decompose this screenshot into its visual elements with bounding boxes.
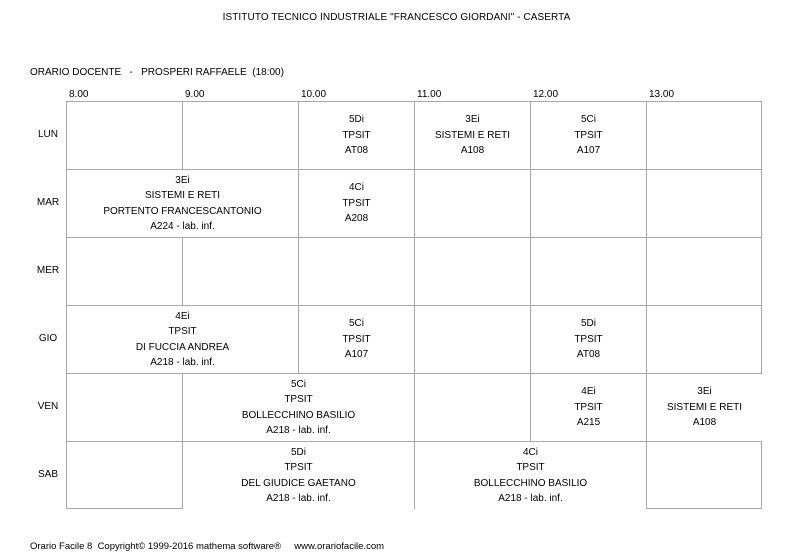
lesson-line: A108 (692, 417, 717, 429)
grid-row-divider (67, 441, 761, 442)
lesson-line: DI FUCCIA ANDREA (135, 341, 230, 353)
timetable-grid (66, 101, 762, 509)
lesson-line: A208 (344, 213, 369, 225)
lesson-line: 5Ci (348, 318, 364, 330)
lesson-line: A107 (344, 349, 369, 361)
lesson-line: AT08 (344, 145, 369, 157)
lesson-line: 5Di (290, 446, 306, 458)
lesson-cell (67, 170, 298, 237)
lesson-line: A218 - lab. inf. (266, 493, 331, 504)
day-label: MAR (36, 197, 60, 208)
lesson-line: TPSIT (516, 462, 545, 473)
lesson-cell (183, 374, 414, 441)
lesson-line: 4Ci (348, 182, 364, 194)
lesson-line: 5Ci (290, 378, 306, 390)
grid-row-divider (67, 237, 761, 238)
day-label: SAB (37, 469, 58, 480)
lesson-cell (299, 102, 414, 169)
lesson-line: 3Ei (465, 114, 480, 126)
footer-copyright: Orario Facile 8 Copyright© 1999-2016 mathema software® www.orariofacile.com (30, 541, 385, 552)
lesson-line: A215 (576, 417, 601, 429)
lesson-line: A108 (460, 145, 485, 157)
lesson-line: 5Ci (580, 114, 596, 126)
lesson-line: TPSIT (284, 462, 313, 473)
hour-label: 11.00 (417, 89, 442, 100)
lesson-line: TPSIT (342, 129, 371, 141)
lesson-line: TPSIT (342, 333, 371, 345)
lesson-cell (183, 442, 414, 509)
school-title: ISTITUTO TECNICO INDUSTRIALE "FRANCESCO GIORDANI" - CASERTA (222, 12, 571, 23)
lesson-line: A224 - lab. inf. (150, 221, 215, 232)
lesson-cell (67, 306, 298, 373)
hour-label: 9.00 (185, 89, 205, 100)
lesson-line: PORTENTO FRANCESCANTONIO (103, 205, 262, 217)
lesson-line: A218 - lab. inf. (150, 357, 215, 368)
lesson-line: 3Ei (175, 174, 190, 186)
lesson-line: 4Ei (581, 386, 596, 398)
lesson-line: TPSIT (284, 394, 313, 405)
lesson-line: 4Ei (175, 310, 190, 322)
lesson-line: TPSIT (168, 326, 197, 337)
teacher-title: ORARIO DOCENTE - PROSPERI RAFFAELE (18:00) (30, 67, 284, 78)
lesson-line: SISTEMI E RETI (434, 129, 510, 141)
hour-label: 12.00 (533, 89, 559, 100)
day-label: GIO (38, 333, 58, 344)
lesson-cell (415, 102, 530, 169)
day-label: LUN (37, 129, 58, 140)
lesson-line: SISTEMI E RETI (666, 401, 742, 413)
lesson-line: 3Ei (697, 386, 712, 398)
lesson-line: TPSIT (574, 333, 603, 345)
lesson-line: AT08 (576, 349, 601, 361)
lesson-line: TPSIT (574, 129, 603, 141)
day-label: VEN (37, 401, 59, 412)
lesson-line: 4Ci (522, 446, 538, 458)
hour-label: 10.00 (301, 89, 327, 100)
lesson-line: 5Di (348, 114, 364, 126)
lesson-line: DEL GIUDICE GAETANO (241, 477, 356, 489)
lesson-cell (647, 374, 762, 441)
lesson-cell (415, 442, 646, 509)
lesson-line: A107 (576, 145, 601, 157)
lesson-line: A218 - lab. inf. (266, 425, 331, 436)
hour-label: 13.00 (649, 89, 675, 100)
lesson-cell (299, 306, 414, 373)
day-label: MER (36, 265, 60, 276)
lesson-line: 5Di (580, 318, 596, 330)
lesson-line: TPSIT (574, 401, 603, 413)
lesson-cell (531, 306, 646, 373)
lesson-line: BOLLECCHINO BASILIO (473, 477, 588, 489)
lesson-line: SISTEMI E RETI (144, 190, 220, 201)
lesson-line: A218 - lab. inf. (498, 493, 563, 504)
hour-label: 8.00 (69, 89, 89, 100)
lesson-cell (299, 170, 414, 237)
lesson-line: BOLLECCHINO BASILIO (241, 409, 356, 421)
lesson-cell (531, 374, 646, 441)
lesson-cell (531, 102, 646, 169)
lesson-line: TPSIT (342, 197, 371, 209)
